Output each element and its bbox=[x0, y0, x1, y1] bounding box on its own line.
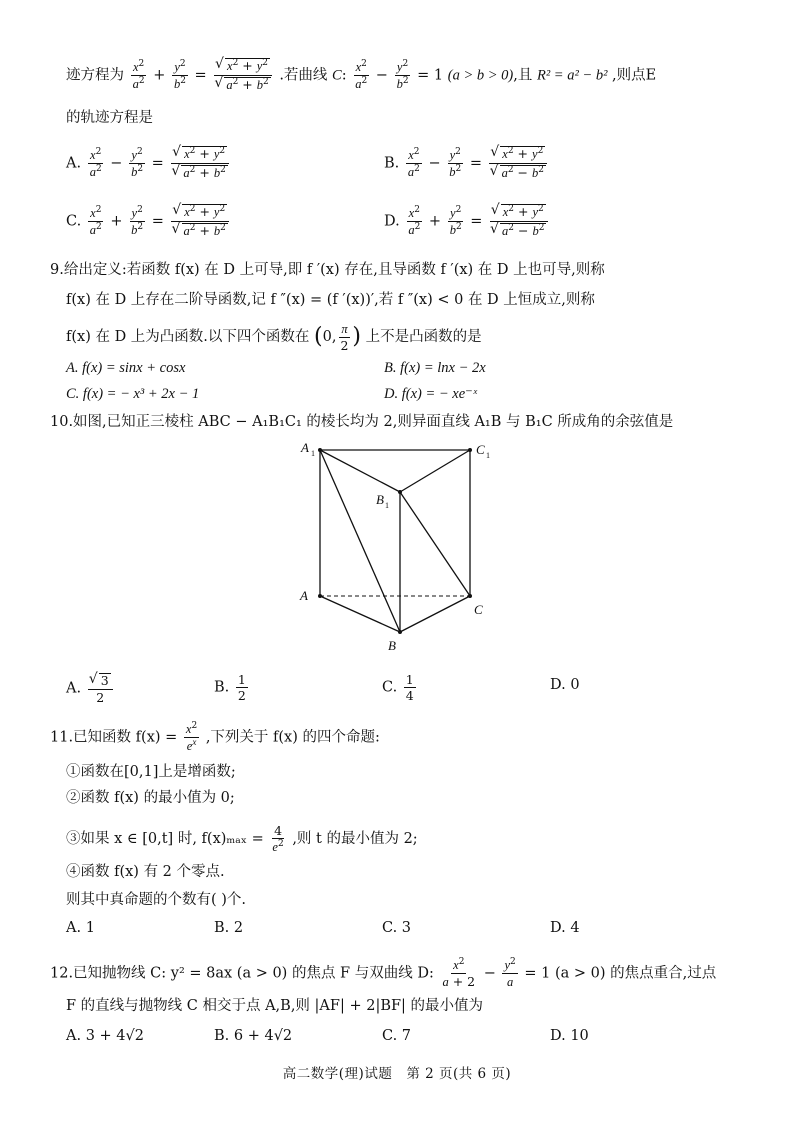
q8-intro-prefix: 迹方程为 bbox=[66, 67, 124, 84]
segment-a1b bbox=[320, 450, 400, 632]
edge-a1b1 bbox=[320, 450, 400, 492]
q8-line2: 的轨迹方程是 bbox=[66, 110, 153, 126]
q11-option-d: D. 4 bbox=[550, 920, 580, 936]
q10-option-a: A. √ $\frac{3}{2}$ bbox=[66, 673, 115, 704]
q12-option-d: D. 10 bbox=[550, 1028, 589, 1044]
q12-option-a: A. 3 + 4√2 bbox=[66, 1028, 144, 1044]
edge-b1c1 bbox=[400, 450, 470, 492]
q11-option-b: B. 2 bbox=[214, 920, 244, 936]
q12-option-c: C. 7 bbox=[382, 1028, 412, 1044]
q8-intro: 迹方程为 $\frac{x^2}{a^2}$ + $\frac{y^2}{b^2}$ = √ $x^2 + y^2$ √ $a^2 + b^2$ .若曲线 C: $\frac{x^2}{a^2}$ − $\frac{y^2}{b^2}$ = 1 (a > b > 0),且 R² = a² − b² ,则点E bbox=[66, 58, 656, 93]
q11-item1: ①函数在[0,1]上是增函数; bbox=[66, 764, 236, 780]
label-b: B bbox=[388, 638, 396, 653]
q8-curve-cond: (a > b > 0) bbox=[447, 67, 514, 84]
q11-item3: ③如果 x ∈ [0,t] 时, f(x)ₘₐₓ = $\frac{4}{e^2}$ ,则 t 的最小值为 2; bbox=[66, 823, 418, 855]
q9-line2: f(x) 在 D 上存在二阶导函数,记 f ″(x) = (f ′(x))′,若 f ″(x) < 0 在 D 上恒成立,则称 bbox=[66, 292, 595, 308]
label-a: A bbox=[300, 588, 308, 603]
q8-option-b: B. $\frac{x^2}{a^2}$ − $\frac{y^2}{b^2}$ = √ $x^2 + y^2$ √ $a^2 - b^2$ bbox=[384, 146, 550, 181]
label-a1: A bbox=[301, 440, 309, 455]
q12-line2: F 的直线与抛物线 C 相交于点 A,B,则 |AF| + 2|BF| 的最小值为 bbox=[66, 998, 484, 1014]
q9-line3: f(x) 在 D 上为凸函数.以下四个函数在 (0, $\frac{\pi}{2}$ ) 上不是凸函数的是 bbox=[66, 322, 482, 354]
q8-option-c: C. $\frac{x^2}{a^2}$ + $\frac{y^2}{b^2}$ = √ $x^2 + y^2$ √ $a^2 + b^2$ bbox=[66, 204, 232, 239]
q9-option-b: B. f(x) = lnx − 2x bbox=[384, 360, 486, 376]
q10-option-d: D. 0 bbox=[550, 677, 580, 693]
q8-option-d: D. $\frac{x^2}{a^2}$ + $\frac{y^2}{b^2}$ = √ $x^2 + y^2$ √ $a^2 - b^2$ bbox=[384, 204, 550, 239]
q8-intro-suffix: ,则点E bbox=[612, 67, 657, 84]
q11-option-c: C. 3 bbox=[382, 920, 412, 936]
q10-stem: 10.如图,已知正三棱柱 ABC − A₁B₁C₁ 的棱长均为 2,则异面直线 A₁B 与 B₁C 所成角的余弦值是 bbox=[50, 414, 674, 430]
segment-b1c bbox=[400, 492, 470, 596]
svg-text:1: 1 bbox=[486, 451, 490, 460]
prism-figure bbox=[290, 432, 510, 662]
q8-curve-name: C bbox=[332, 67, 342, 84]
label-c1: C bbox=[476, 442, 485, 457]
svg-text:1: 1 bbox=[385, 501, 389, 510]
edge-ab bbox=[320, 596, 400, 632]
q10-option-c: C. $\frac{1}{4}$ bbox=[382, 672, 414, 704]
q9-option-a: A. f(x) = sinx + cosx bbox=[66, 360, 186, 376]
q11-stem: 11.已知函数 f(x) = $\frac{x^2}{e^x}$ ,下列关于 f(x) 的四个命题: bbox=[50, 720, 380, 754]
q11-option-a: A. 1 bbox=[66, 920, 95, 936]
q11-ask: 则其中真命题的个数有( )个. bbox=[66, 892, 247, 908]
edge-bc bbox=[400, 596, 470, 632]
label-b1: B bbox=[376, 492, 384, 507]
label-c: C bbox=[474, 602, 483, 617]
q9-option-c: C. f(x) = − x³ + 2x − 1 bbox=[66, 386, 200, 402]
q11-item2: ②函数 f(x) 的最小值为 0; bbox=[66, 790, 235, 806]
q10-option-b: B. $\frac{1}{2}$ bbox=[214, 672, 246, 704]
q12-line1: 12.已知抛物线 C: y² = 8ax (a > 0) 的焦点 F 与双曲线 D: $\frac{x^2}{a + 2}$ − $\frac{y^2}{a}$ = 1 (a > 0) 的焦点重合,过点 bbox=[50, 956, 717, 990]
q12-option-b: B. 6 + 4√2 bbox=[214, 1028, 293, 1044]
q8-intro-mid: .若曲线 bbox=[279, 67, 328, 84]
q11-item4: ④函数 f(x) 有 2 个零点. bbox=[66, 864, 225, 880]
q9-line1: 9.给出定义:若函数 f(x) 在 D 上可导,即 f ′(x) 存在,且导函数 f ′(x) 在 D 上也可导,则称 bbox=[50, 262, 605, 278]
svg-text:1: 1 bbox=[311, 449, 315, 458]
q8-r-eq: R² = a² − b² bbox=[536, 67, 608, 84]
q8-option-a: A. $\frac{x^2}{a^2}$ − $\frac{y^2}{b^2}$ = √ $x^2 + y^2$ √ $a^2 + b^2$ bbox=[66, 146, 232, 181]
q9-option-d: D. f(x) = − xe⁻ˣ bbox=[384, 386, 477, 402]
page-footer: 高二数学(理)试题 第 2 页(共 6 页) bbox=[282, 1066, 512, 1082]
